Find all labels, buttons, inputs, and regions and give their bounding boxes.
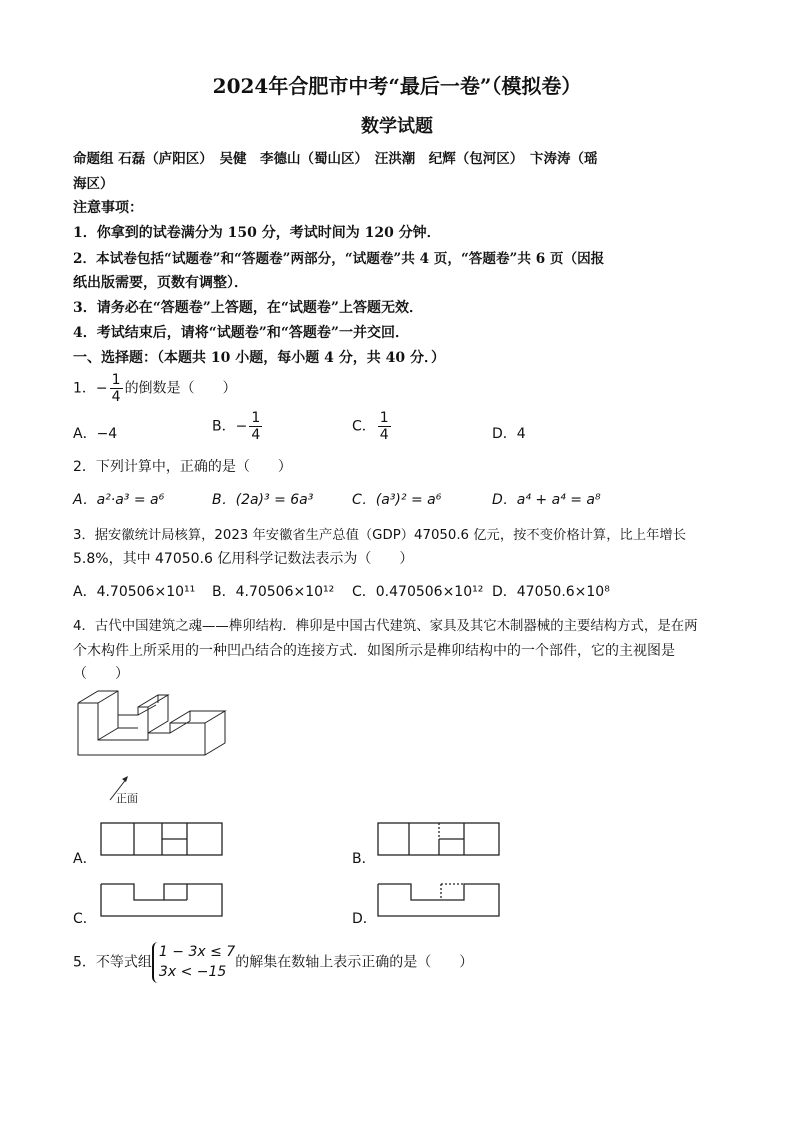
exam-subtitle: 数学试题 — [361, 116, 433, 137]
question-3-line-2: 5.8%，其中 47050.6 亿用科学记数法表示为（ ） — [73, 551, 414, 567]
question-3-option-a: A．4.70506×10¹¹ — [73, 584, 196, 600]
front-label: 正面 — [116, 792, 138, 805]
exam-title: 2024年合肥市中考“最后一卷”（模拟卷） — [212, 74, 582, 98]
option-c-view — [100, 882, 224, 918]
question-4-option-b-label: B． — [352, 851, 376, 867]
notice-item-3: 3．请务必在“答题卷”上答题，在“试题卷”上答题无效． — [73, 300, 423, 316]
option-d-view — [377, 882, 501, 918]
question-3-line-1: 3．据安徽统计局核算，2023 年安徽省生产总值（GDP）47050.6 亿元，按不变价格计算，比上年增长 — [73, 528, 686, 543]
section-heading: 一、选择题：（本题共 10 小题，每小题 4 分，共 40 分．） — [73, 350, 445, 366]
question-4-line-2: 个木构件上所采用的一种凹凸结合的连接方式．如图所示是榫卯结构中的一个部件，它的主视图是 — [73, 643, 675, 659]
question-4-option-a-label: A． — [73, 851, 97, 867]
authors-line-1: 命题组 石磊（庐阳区） 吴健 李德山（蜀山区） 汪洪潮 纪辉（包河区） 卞涛涛（瑶 — [73, 151, 598, 167]
question-1-option-c: C． $\frac{1}{4}$ — [352, 410, 389, 444]
question-2-stem: 2．下列计算中，正确的是（ ） — [73, 459, 292, 475]
notice-item-1: 1．你拿到的试卷满分为 150 分，考试时间为 120 分钟． — [73, 225, 441, 241]
option-a-view — [100, 822, 224, 858]
question-1-option-b: B．− $\frac{1}{4}$ — [212, 410, 261, 444]
question-2-option-a: A．a²·a³ = a⁶ — [73, 492, 165, 508]
notice-item-2-cont: 纸出版需要，页数有调整）． — [73, 275, 248, 291]
question-4-line-3: （ ） — [73, 666, 129, 682]
mortise-tenon-figure — [70, 685, 230, 805]
question-1-option-d: D．4 — [492, 426, 526, 442]
option-b-view — [377, 822, 501, 858]
inequality-system: 1 − 3x ≤ 7 3x < −15 — [152, 942, 235, 983]
question-1-stem: 1．− $\frac{1}{4}$ 的倒数是（ ） — [73, 372, 237, 406]
question-5-stem: 5．不等式组 1 − 3x ≤ 7 3x < −15 的解集在数轴上表示正确的是（ ） — [73, 942, 473, 983]
question-2-option-b: B．(2a)³ = 6a³ — [212, 492, 314, 508]
arrow-head-icon — [122, 776, 128, 782]
question-3-option-c: C．0.470506×10¹² — [352, 584, 484, 600]
question-2-option-d: D．a⁴ + a⁴ = a⁸ — [492, 492, 601, 508]
question-4-option-d-label: D． — [352, 911, 377, 927]
authors-line-2: 海区） — [73, 176, 114, 192]
notice-heading: 注意事项： — [73, 200, 143, 216]
question-3-option-d: D．47050.6×10⁸ — [492, 584, 610, 600]
question-4-line-1: 4．古代中国建筑之魂——榫卯结构．榫卯是中国古代建筑、家具及其它木制器械的主要结构方式，是在两 — [73, 619, 698, 634]
question-2-option-c: C．(a³)² = a⁶ — [352, 492, 442, 508]
notice-item-2: 2．本试卷包括“试题卷”和“答题卷”两部分，“试题卷”共 4 页，“答题卷”共 6 页（因报 — [73, 251, 605, 267]
question-4-option-c-label: C． — [73, 911, 97, 927]
question-3-option-b: B．4.70506×10¹² — [212, 584, 335, 600]
notice-item-4: 4．考试结束后，请将“试题卷”和“答题卷”一并交回． — [73, 325, 409, 341]
question-1-option-a: A．−4 — [73, 426, 118, 442]
